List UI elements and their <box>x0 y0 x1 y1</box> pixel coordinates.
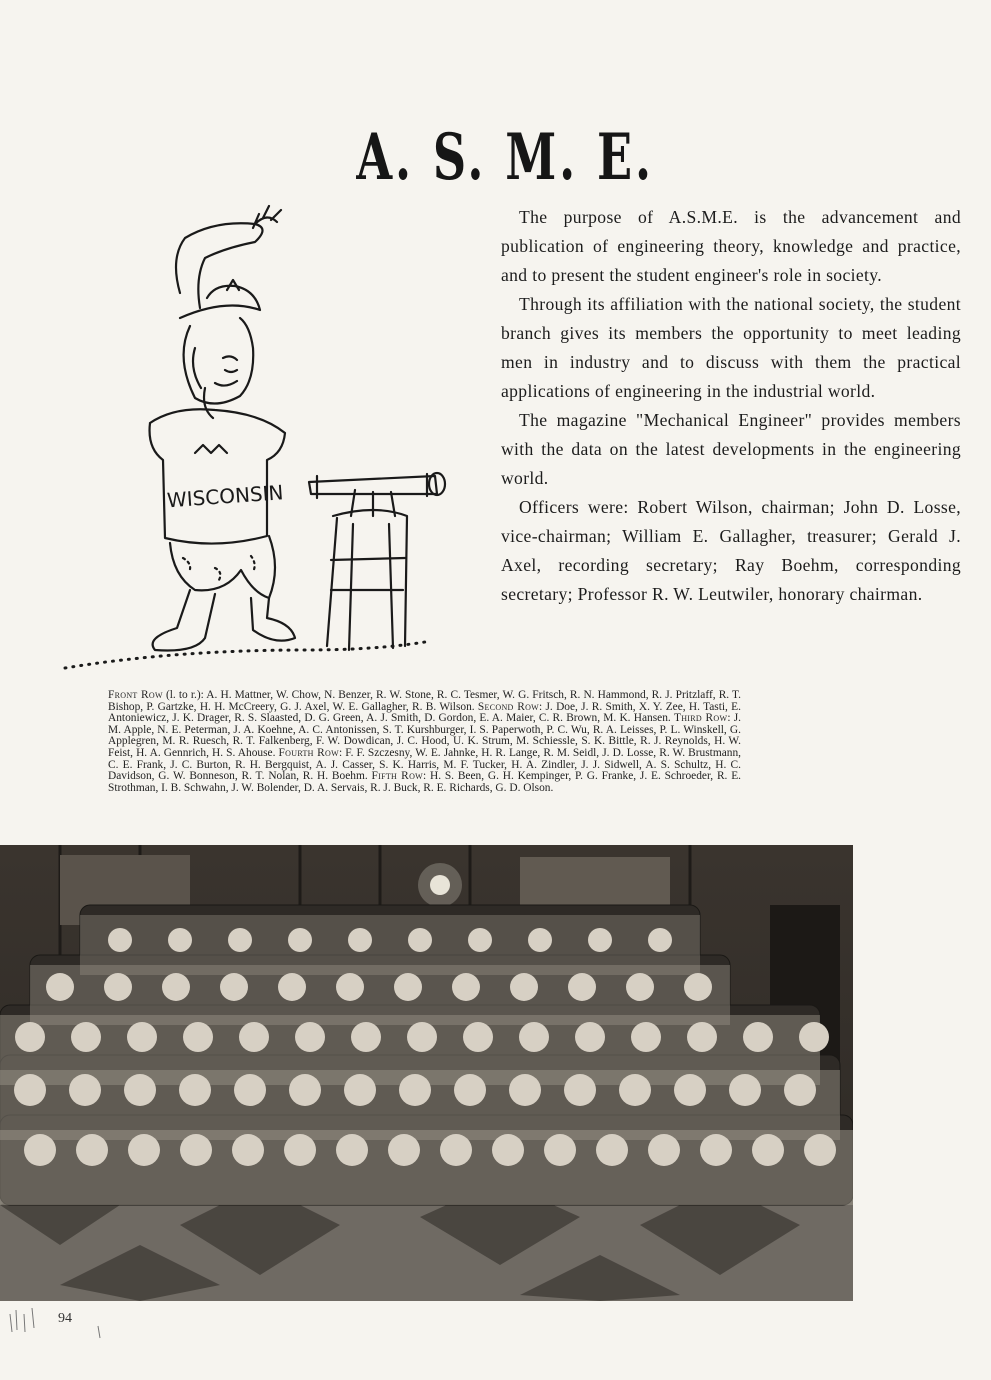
person-head <box>180 1134 212 1166</box>
cartoon-student-with-telescope <box>55 198 495 678</box>
caption-row-names: : J. Doe, J. R. Smith, X. Y. Zee, H. Tasti, E. Antoniewicz, J. K. Drager, R. S. Slaasted, D. G. Green, A. J. Smith, D. Gordon, E. A. Maier, C. R. Brown, M. K. Hansen. <box>108 700 741 725</box>
person-head <box>454 1074 486 1106</box>
person-head <box>568 973 596 1001</box>
article-body <box>501 203 961 609</box>
person-head <box>46 973 74 1001</box>
person-head <box>168 928 192 952</box>
person-head <box>440 1134 472 1166</box>
person-head <box>399 1074 431 1106</box>
person-head <box>596 1134 628 1166</box>
person-head <box>564 1074 596 1106</box>
person-head <box>295 1022 325 1052</box>
person-head <box>351 1022 381 1052</box>
person-head <box>284 1134 316 1166</box>
person-head <box>128 1134 160 1166</box>
person-head <box>127 1022 157 1052</box>
person-head <box>687 1022 717 1052</box>
caption-row-names: (l. to r.): A. H. Mattner, W. Chow, N. Benzer, R. W. Stone, R. C. Tesmer, W. G. Fritsch, R. N. Hammond, R. J. Pritzlaff, R. T. Bishop, P. Gartzke, H. H. McCreery, G. J. Axel, W. E. Gallagher, R. B. Wilson. <box>108 689 741 713</box>
person-head <box>575 1022 605 1052</box>
person-head <box>729 1074 761 1106</box>
person-head <box>15 1022 45 1052</box>
person-head <box>220 973 248 1001</box>
group-photo-image <box>0 845 853 1301</box>
page-title: A. S. M. E. <box>356 120 654 195</box>
person-head <box>804 1134 836 1166</box>
person-head <box>336 1134 368 1166</box>
person-head <box>468 928 492 952</box>
photo-caption <box>108 690 741 794</box>
person-head <box>752 1134 784 1166</box>
sweater-text: WISCONSIN <box>166 480 285 513</box>
person-head <box>519 1022 549 1052</box>
group-photo <box>0 845 853 1301</box>
person-head <box>408 928 432 952</box>
person-head <box>336 973 364 1001</box>
caption-row-names: : F. F. Szczesny, W. E. Jahnke, H. R. Lange, R. M. Seidl, J. D. Losse, R. W. Brustmann, C. E. Frank, J. C. Burton, R. H. Bergquist, A. J. Casser, S. K. Harris, M. F. Tucker, H. A. Zindler, J. J. Sidwell, A. S. Schultz, H. C. Davidson, G. W. Bonneson, R. T. Nolan, R. H. Boehm. <box>108 746 741 783</box>
person-head <box>234 1074 266 1106</box>
person-head <box>463 1022 493 1052</box>
person-head <box>183 1022 213 1052</box>
person-head <box>24 1134 56 1166</box>
person-head <box>278 973 306 1001</box>
person-head <box>684 973 712 1001</box>
person-head <box>14 1074 46 1106</box>
person-head <box>509 1074 541 1106</box>
person-head <box>104 973 132 1001</box>
person-head <box>743 1022 773 1052</box>
person-head <box>510 973 538 1001</box>
person-head <box>228 928 252 952</box>
person-head <box>544 1134 576 1166</box>
paragraph-purpose: The purpose of A.S.M.E. is the advancement and publication of engineering theory, knowledge and practice, and to present the student engineer's role in society. <box>501 207 961 285</box>
person-head <box>162 973 190 1001</box>
person-head <box>528 928 552 952</box>
person-head <box>179 1074 211 1106</box>
person-head <box>407 1022 437 1052</box>
person-head <box>239 1022 269 1052</box>
paragraph-officers: Officers were: Robert Wilson, chairman; John D. Losse, vice-chairman; William E. Gallagher, treasurer; Gerald J. Axel, recording secretary; Ray Boehm, corresponding secretary; Professor R. W. Leutwiler, honorary chairman. <box>501 497 961 604</box>
person-head <box>588 928 612 952</box>
person-head <box>626 973 654 1001</box>
person-head <box>289 1074 321 1106</box>
caption-row-names: : H. S. Been, G. H. Kempinger, P. G. Franke, J. E. Schroeder, R. E. Strothman, I. B. Schwahn, J. W. Bolender, D. A. Servais, R. J. Buck, R. E. Richards, G. D. Olson. <box>108 770 741 794</box>
person-head <box>388 1134 420 1166</box>
person-head <box>232 1134 264 1166</box>
person-head <box>288 928 312 952</box>
person-head <box>648 1134 680 1166</box>
person-head <box>71 1022 101 1052</box>
person-head <box>619 1074 651 1106</box>
person-head <box>799 1022 829 1052</box>
person-head <box>348 928 372 952</box>
person-head <box>700 1134 732 1166</box>
person-head <box>674 1074 706 1106</box>
caption-row-label: Third Row <box>673 712 728 725</box>
person-head <box>394 973 422 1001</box>
person-head <box>76 1134 108 1166</box>
person-head <box>631 1022 661 1052</box>
person-head <box>492 1134 524 1166</box>
person-head <box>452 973 480 1001</box>
caption-row-names: : J. M. Apple, N. E. Peterman, J. A. Koehne, A. C. Antonissen, S. T. Kurshburger, I. S. Paperwoth, P. C. Wu, R. A. Leisses, P. L. Winskell, G. Applegren, M. R. Ruesch, R. T. Falkenberg, F. W. Dowdican, J. C. Hood, U. K. Strum, M. Schiessle, S. K. Bittle, R. J. Reynolds, H. W. Feist, H. A. Gennrich, H. S. Ahouse. <box>108 712 741 759</box>
caption-row-label: Fifth Row <box>371 770 424 783</box>
paragraph-affiliation: Through its affiliation with the national society, the student branch gives its members the opportunity to meet leading men in industry and to discuss with them the practical applications of engineering in the industrial world. <box>501 294 961 401</box>
caption-row-label: Fourth Row <box>278 746 339 759</box>
person-head <box>124 1074 156 1106</box>
page-number: 94 <box>58 1311 72 1326</box>
paragraph-magazine: The magazine "Mechanical Engineer" provides members with the data on the latest developments in the engineering world. <box>501 410 961 488</box>
caption-row-label: Front Row <box>108 689 163 701</box>
person-head <box>69 1074 101 1106</box>
person-head <box>648 928 672 952</box>
person-head <box>108 928 132 952</box>
caption-row-label: Second Row <box>477 700 540 713</box>
person-head <box>784 1074 816 1106</box>
person-head <box>344 1074 376 1106</box>
